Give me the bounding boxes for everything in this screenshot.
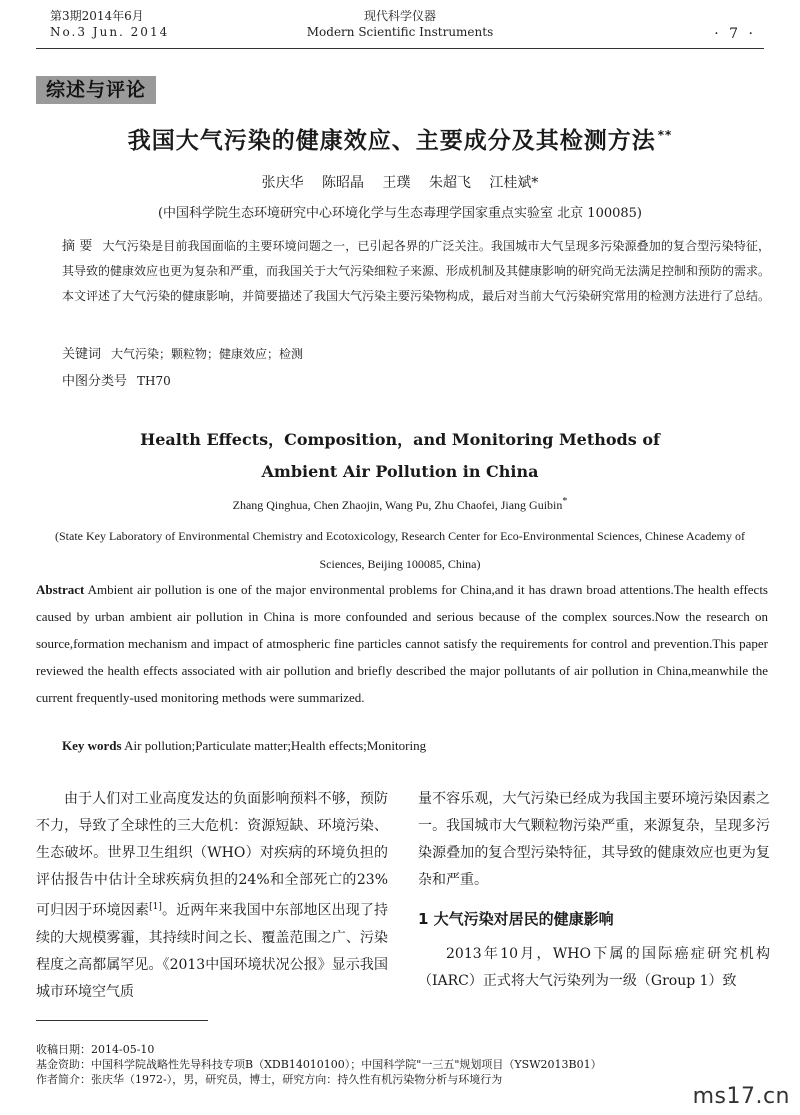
en-keywords-label: Key words bbox=[62, 738, 122, 753]
section-heading: 1 大气污染对居民的健康影响 bbox=[418, 910, 614, 928]
body-paragraph bbox=[36, 786, 388, 1006]
en-author-mark: * bbox=[562, 496, 568, 507]
body-left-column bbox=[36, 786, 388, 1006]
citation-ref: [1] bbox=[149, 902, 162, 912]
en-keywords bbox=[62, 738, 426, 754]
cn-title-mark: ** bbox=[657, 128, 673, 143]
cn-keywords-label: 关键词 bbox=[62, 347, 102, 362]
journal-name bbox=[240, 8, 560, 40]
section-tag: 综述与评论 bbox=[36, 76, 156, 104]
body-paragraph: 2013年10月，WHO下属的国际癌症研究机构（IARC）正式将大气污染列为一级（Group 1）致 bbox=[418, 946, 770, 989]
footnote-fund: 基金资助：中国科学院战略性先导科技专项B（XDB14010100）；中国科学院"一三五"规划项目（YSW2013B01） bbox=[36, 1058, 602, 1071]
cn-affiliation: (中国科学院生态环境研究中心环境化学与生态毒理学国家重点实验室 北京 100085) bbox=[157, 206, 643, 221]
cn-abstract-label: 摘 要 bbox=[62, 239, 93, 254]
body-paragraph: 量不容乐观，大气污染已经成为我国主要环境污染因素之一。我国城市大气颗粒物污染严重，来源复杂，呈现多污染源叠加的复合型污染特征，其导致的健康效应也更为复杂和严重。 bbox=[418, 791, 770, 888]
en-affiliation: (State Key Laboratory of Environmental Chemistry and Ecotoxicology, Research Center for Eco-Environmental Sciences, Chinese Academy of Sciences, Beijing 100085, China) bbox=[54, 529, 745, 571]
watermark: ms17.cn bbox=[692, 1084, 790, 1109]
en-title-line2: Ambient Air Pollution in China bbox=[261, 462, 539, 481]
body-right-column bbox=[418, 786, 770, 995]
cn-keywords-text: 大气污染；颗粒物；健康效应；检测 bbox=[111, 347, 304, 361]
en-authors-text: Zhang Qinghua, Chen Zhaojin, Wang Pu, Zhu Chaofei, Jiang Guibin bbox=[232, 498, 563, 512]
issue-en: No.3 Jun. 2014 bbox=[50, 25, 170, 39]
en-title-line1: Health Effects，Composition，and Monitoring Methods of bbox=[140, 430, 660, 449]
cn-classification bbox=[62, 370, 171, 389]
cn-abstract-text: 大气污染是目前我国面临的主要环境问题之一，已引起各界的广泛关注。我国城市大气呈现多污染源叠加的复合型污染特征，其导致的健康效应也更为复杂和严重，而我国关于大气污染细粒子来源、形成机制及其健康影响的研究尚无法满足控制和预防的需求。本文评述了大气污染的健康影响，并简要描述了我国大气污染主要污染物构成，最后对当前大气污染研究常用的检测方法进行了总结。 bbox=[62, 239, 771, 303]
header-divider bbox=[36, 48, 764, 49]
en-abstract bbox=[36, 576, 768, 711]
en-abstract-text: Ambient air pollution is one of the major environmental problems for China,and it has drawn broad attentions.The health effects caused by urban ambient air pollution in China is more confounded and serious because of the complex sources.Now the research on source,formation mechanism and impact of atmospheric fine particles cannot satisfy the requirements for control and prevention.This paper reviewed the health effects associated with air pollution and briefly described the major pollutants of air pollution in China,meanwhile the current frequently-used monitoring methods were summarized. bbox=[36, 582, 768, 705]
cn-authors: 张庆华 陈昭晶 王璞 朱超飞 江桂斌* bbox=[261, 175, 539, 191]
cn-abstract bbox=[62, 234, 770, 309]
journal-en: Modern Scientific Instruments bbox=[306, 25, 494, 39]
footnote-author: 作者简介：张庆华（1972-），男，研究员，博士，研究方向：持久性有机污染物分析与环境行为 bbox=[36, 1073, 503, 1086]
cn-class-value: TH70 bbox=[137, 374, 171, 388]
en-keywords-text: Air pollution;Particulate matter;Health effects;Monitoring bbox=[124, 738, 427, 753]
body-text: 由于人们对工业高度发达的负面影响预料不够，预防不力，导致了全球性的三大危机：资源短缺、环境污染、生态破坏。世界卫生组织（WHO）对疾病的环境负担的评估报告中估计全球疾病负担的24%和全部死亡的23%可归因于环境因素 bbox=[36, 791, 388, 919]
page-number: · 7 · bbox=[714, 26, 756, 42]
issue-info bbox=[50, 8, 169, 40]
cn-class-label: 中图分类号 bbox=[62, 374, 128, 389]
cn-title-text: 我国大气污染的健康效应、主要成分及其检测方法 bbox=[127, 128, 656, 154]
cn-keywords bbox=[62, 343, 303, 362]
journal-cn: 现代科学仪器 bbox=[363, 9, 436, 23]
en-abstract-label: Abstract bbox=[36, 582, 85, 597]
cn-title bbox=[0, 122, 800, 155]
footnote-received: 收稿日期：2014-05-10 bbox=[36, 1043, 155, 1056]
issue-cn: 第3期2014年6月 bbox=[50, 9, 144, 23]
body-text: 。近两年来我国中东部地区出现了持续的大规模雾霾，其持续时间之长、覆盖范围之广、污染程度之高都属罕见。《2013中国环境状况公报》显示我国城市环境空气质 bbox=[36, 902, 389, 1000]
en-title bbox=[0, 424, 800, 488]
footnote-divider bbox=[36, 1020, 208, 1021]
en-authors bbox=[0, 496, 800, 513]
